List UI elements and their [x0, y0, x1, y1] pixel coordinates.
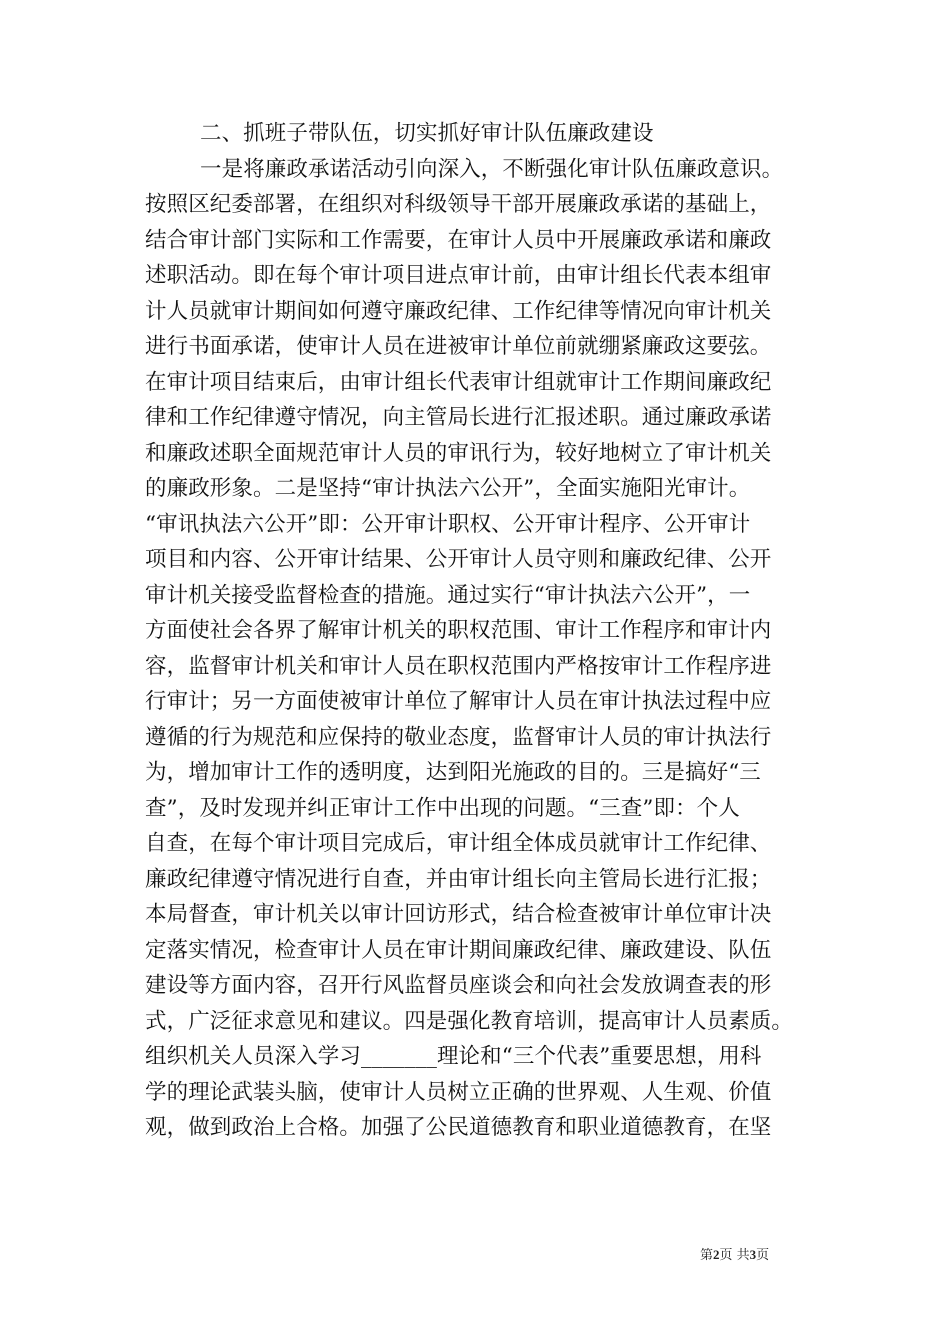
current-page-number: 2 — [713, 1247, 720, 1262]
body-text — [145, 116, 825, 1146]
paragraph-line: 学的理论武装头脑，使审计人员树立正确的世界观、人生观、价值 — [145, 1079, 772, 1105]
footer-middle: 页 共 — [719, 1248, 750, 1263]
paragraph-line: 观，做到政治上合格。加强了公民道德教育和职业道德教育，在坚 — [145, 1115, 772, 1140]
paragraph-line: 在审计项目结束后，由审计组长代表审计组就审计工作期间廉政纪 — [145, 369, 772, 395]
paragraph-line: 结合审计部门实际和工作需要，在审计人员中开展廉政承诺和廉政 — [145, 227, 772, 253]
paragraph-line: 式，广泛征求意见和建议。四是强化教育培训，提高审计人员素质。 — [145, 1008, 794, 1034]
paragraph-line: 本局督查，审计机关以审计回访形式，结合检查被审计单位审计决 — [145, 902, 772, 927]
total-page-number: 3 — [749, 1247, 757, 1262]
footer-suffix: 页 — [756, 1248, 770, 1263]
paragraph-line: 计人员就审计期间如何遵守廉政纪律、工作纪律等情况向审计机关 — [145, 298, 772, 324]
section-heading: 二、抓班子带队伍，切实抓好审计队伍廉政建设 — [200, 121, 654, 146]
paragraph-line: 的廉政形象。二是坚持“审计执法六公开”，全面实施阳光审计。 — [145, 476, 751, 501]
paragraph-line: 审计机关接受监督检查的措施。通过实行“审计执法六公开”，一 — [145, 582, 751, 608]
paragraph-line: 定落实情况，检查审计人员在审计期间廉政纪律、廉政建设、队伍 — [145, 937, 772, 963]
paragraph-line: 容，监督审计机关和审计人员在职权范围内严格按审计工作程序进 — [145, 653, 772, 679]
paragraph-line: 进行书面承诺，使审计人员在进被审计单位前就绷紧廉政这要弦。 — [145, 334, 772, 359]
paragraph-line: 组织机关人员深入学习_______理论和“三个代表”重要思想，用科 — [145, 1044, 762, 1069]
paragraph-line: 为，增加审计工作的透明度，达到阳光施政的目的。三是搞好“三 — [145, 760, 761, 785]
paragraph-line: 自查，在每个审计项目完成后，审计组全体成员就审计工作纪律、 — [145, 831, 772, 856]
paragraph-first-line: 一是将廉政承诺活动引向深入，不断强化审计队伍廉政意识。 — [200, 156, 784, 182]
paragraph-line: 行审计；另一方面使被审计单位了解审计人员在审计执法过程中应 — [145, 689, 772, 714]
paragraph-line: 方面使社会各界了解审计机关的职权范围、审计工作程序和审计内 — [145, 618, 772, 643]
paragraph-line: 述职活动。即在每个审计项目进点审计前，由审计组长代表本组审 — [145, 263, 772, 288]
paragraph-line: 查”，及时发现并纠正审计工作中出现的问题。“三查”即：个人 — [145, 795, 740, 821]
page-number-footer — [700, 1247, 769, 1264]
paragraph-line: 项目和内容、公开审计结果、公开审计人员守则和廉政纪律、公开 — [145, 547, 772, 572]
paragraph-line: 律和工作纪律遵守情况，向主管局长进行汇报述职。通过廉政承诺 — [145, 405, 772, 430]
paragraph-line: 遵循的行为规范和应保持的敬业态度，监督审计人员的审计执法行 — [145, 724, 772, 750]
paragraph-line: 廉政纪律遵守情况进行自查，并由审计组长向主管局长进行汇报； — [145, 866, 772, 892]
paragraph-line: 和廉政述职全面规范审计人员的审讯行为，较好地树立了审计机关 — [145, 440, 772, 466]
paragraph-line: “审讯执法六公开”即：公开审计职权、公开审计程序、公开审计 — [145, 511, 751, 537]
paragraph-line: 按照区纪委部署，在组织对科级领导干部开展廉政承诺的基础上， — [145, 192, 772, 217]
paragraph-line: 建设等方面内容，召开行风监督员座谈会和向社会发放调查表的形 — [145, 973, 772, 998]
footer-prefix: 第 — [700, 1248, 714, 1263]
